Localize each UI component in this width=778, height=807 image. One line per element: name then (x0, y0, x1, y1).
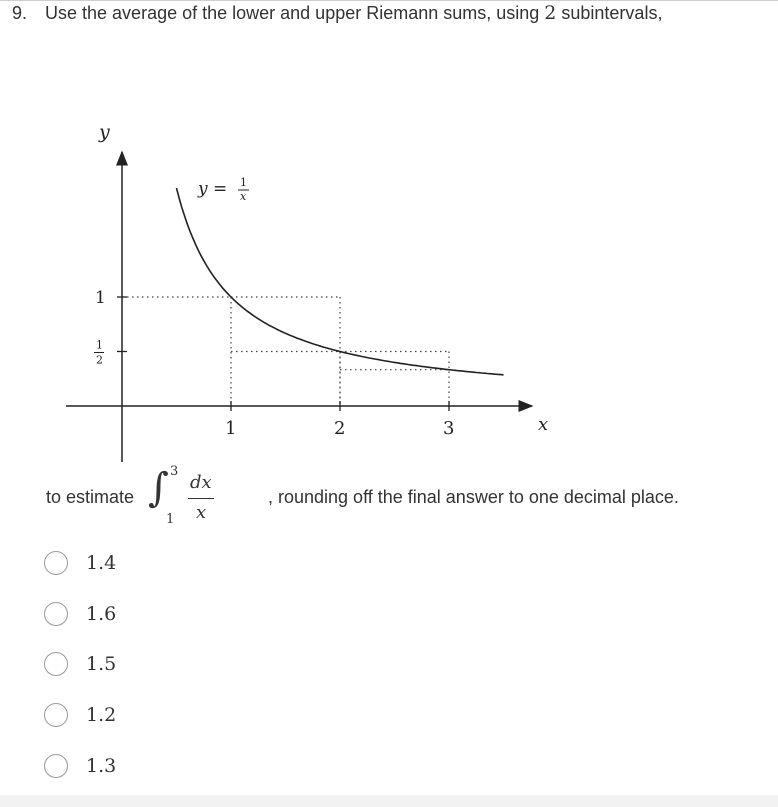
x-tick-label: 2 (334, 418, 346, 439)
option-3[interactable] (44, 649, 164, 681)
curve-line (177, 188, 504, 375)
option-2[interactable] (44, 599, 164, 631)
x-tick-label: 3 (443, 418, 455, 439)
radio-button[interactable] (44, 551, 68, 575)
integral-lower-limit: 1 (166, 512, 175, 527)
option-label: 1.6 (86, 603, 117, 625)
subinterval-count: 2 (544, 2, 557, 24)
option-label: 1.5 (86, 653, 117, 675)
integral-upper-limit: 3 (170, 464, 179, 479)
rectangles-group (122, 297, 449, 406)
radio-button[interactable] (44, 652, 68, 676)
option-1[interactable] (44, 548, 164, 580)
footer-bar (0, 795, 778, 807)
y-tick-label-den: 2 (96, 353, 103, 367)
estimate-tail-text: , rounding off the final answer to one decimal place. (268, 487, 679, 507)
option-label: 1.4 (86, 552, 117, 574)
x-tick-label: 1 (225, 418, 237, 439)
option-4[interactable] (44, 700, 164, 732)
y-axis-label: y (99, 121, 110, 143)
radio-button[interactable] (44, 754, 68, 778)
x-axis-label: x (538, 414, 549, 435)
radio-button[interactable] (44, 703, 68, 727)
question-text-after: subintervals, (556, 3, 663, 23)
estimate-lead-text: to estimate (46, 487, 135, 507)
curve-label-num: 1 (240, 176, 247, 189)
y-tick-label-num: 1 (96, 338, 103, 352)
estimate-line (46, 462, 766, 532)
integrand-denominator: x (196, 502, 207, 523)
curve-label-lhs: y = (198, 179, 228, 199)
y-tick-label: 1 (95, 288, 106, 308)
option-label: 1.3 (86, 755, 117, 777)
radio-button[interactable] (44, 602, 68, 626)
option-5[interactable] (44, 751, 164, 783)
integrand-fraction-bar (188, 498, 214, 499)
question-number: 9. (12, 3, 28, 23)
integral-expression (146, 462, 266, 532)
option-label: 1.2 (86, 704, 117, 726)
question-text-before: Use the average of the lower and upper Riemann sums, using (45, 3, 545, 23)
curve-label (197, 176, 249, 203)
integrand-numerator: dx (190, 472, 212, 493)
integral-sign: ∫ (148, 465, 169, 511)
curve-label-den: x (240, 190, 247, 203)
